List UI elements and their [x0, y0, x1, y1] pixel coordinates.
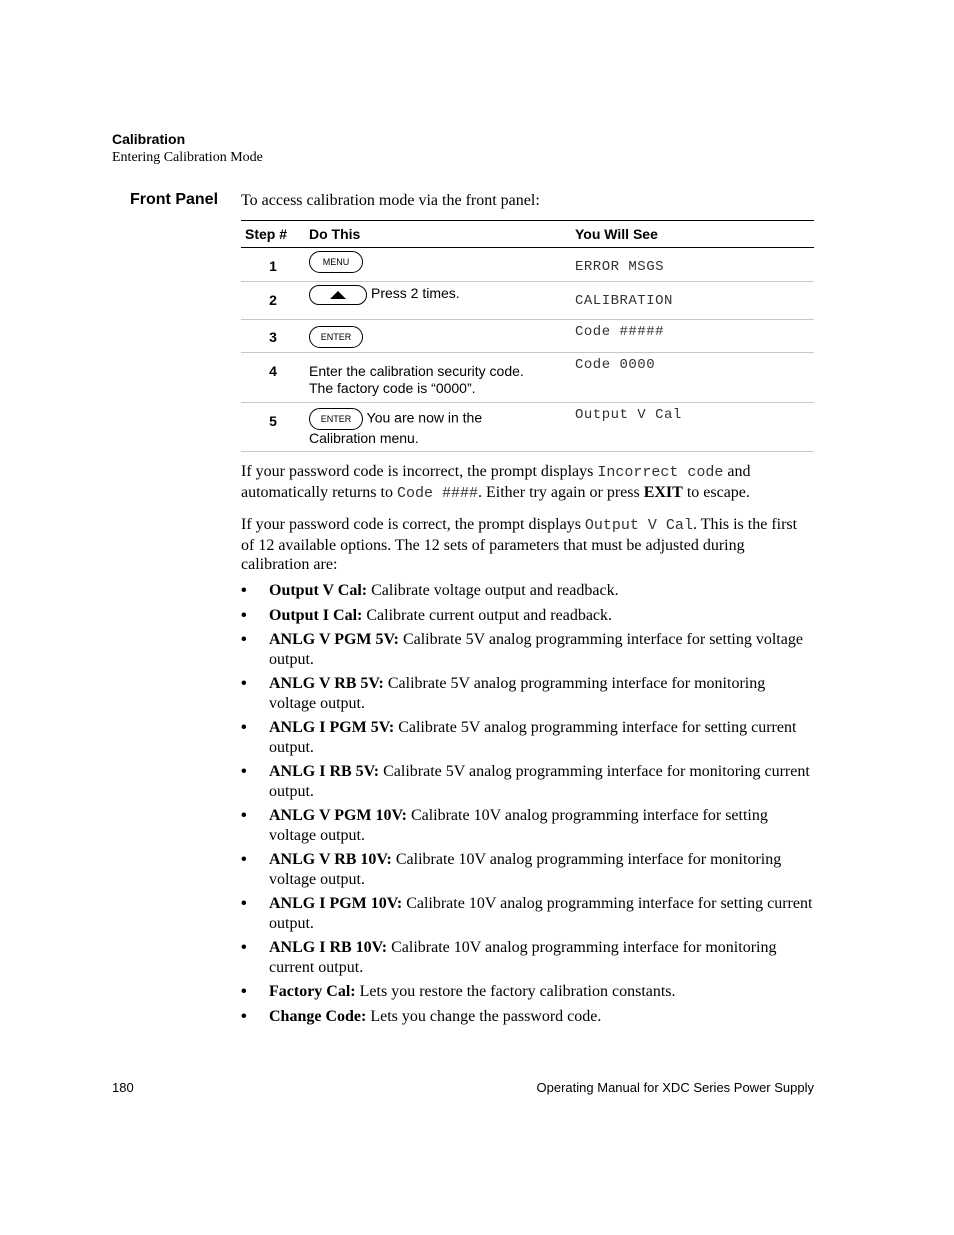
- para-text: . Either try again or press: [477, 483, 644, 501]
- list-item: [241, 894, 814, 933]
- list-item-desc: Lets you change the password code.: [366, 1007, 602, 1025]
- list-item-desc: Calibrate 10V analog programming interface for setting current output.: [269, 895, 813, 932]
- step-action-line: Enter the calibration security code.: [309, 363, 524, 379]
- list-item-term: ANLG I RB 10V:: [269, 939, 388, 956]
- step-number: 2: [241, 282, 305, 320]
- front-panel-heading: Front Panel: [130, 191, 219, 208]
- table-row: [241, 403, 814, 452]
- table-row: [241, 282, 814, 320]
- list-item: [241, 982, 814, 1002]
- list-item-desc: Calibrate 5V analog programming interface for monitoring current output.: [269, 763, 810, 800]
- header-do-this: Do This: [305, 221, 571, 248]
- list-item: [241, 581, 814, 601]
- list-item: [241, 806, 814, 845]
- step-action-line: The factory code is “0000”.: [309, 380, 476, 396]
- para-text: and automatically returns to: [241, 463, 751, 501]
- bullet-icon: •: [241, 582, 247, 599]
- up-arrow-key-icon: [309, 285, 367, 305]
- list-item-desc: Calibrate 10V analog programming interface for setting voltage output.: [269, 807, 768, 844]
- manual-title: Operating Manual for XDC Series Power Supply: [536, 1080, 814, 1095]
- para-text: . This is the first of 12 available options. The 12 sets of parameters that must be adjusted during calibration are:: [241, 516, 798, 573]
- list-item-desc: Calibrate 5V analog programming interface for monitoring voltage output.: [269, 675, 766, 712]
- section-title: Calibration: [112, 131, 186, 147]
- front-panel-intro: To access calibration mode via the front panel:: [241, 192, 540, 209]
- table-row: [241, 248, 814, 282]
- list-item-term: ANLG I PGM 10V:: [269, 895, 403, 912]
- enter-key-icon: ENTER: [309, 408, 363, 430]
- bullet-icon: •: [241, 719, 247, 736]
- list-item: [241, 630, 814, 669]
- step-number: 4: [241, 353, 305, 403]
- incorrect-code-display: Incorrect code: [597, 464, 724, 481]
- list-item-desc: Calibrate current output and readback.: [362, 606, 613, 624]
- header-you-will-see: You Will See: [571, 221, 814, 248]
- header-step: Step #: [241, 221, 305, 248]
- list-item-term: Change Code:: [269, 1007, 367, 1025]
- output-v-cal-display: Output V Cal: [584, 517, 693, 534]
- list-item-term: ANLG V RB 10V:: [269, 851, 392, 868]
- list-item: [241, 674, 814, 713]
- list-item-desc: Calibrate 5V analog programming interface for setting voltage output.: [269, 631, 803, 668]
- enter-key-icon: ENTER: [309, 326, 363, 348]
- list-item: [241, 606, 814, 626]
- up-triangle-icon: [330, 291, 346, 299]
- list-item-term: ANLG V PGM 5V:: [269, 631, 399, 648]
- bullet-icon: •: [241, 895, 247, 912]
- bullet-icon: •: [241, 1007, 247, 1025]
- step-number: 5: [241, 403, 305, 452]
- step-number: 3: [241, 320, 305, 353]
- list-item-desc: Calibrate 5V analog programming interface for setting current output.: [269, 719, 797, 756]
- bullet-icon: •: [241, 983, 247, 1000]
- code-display: Code ####: [396, 484, 478, 502]
- para-text: to escape.: [682, 483, 750, 501]
- exit-key-label: EXIT: [643, 483, 683, 501]
- step-display: Code 0000: [571, 353, 814, 403]
- step-action: [305, 282, 571, 320]
- bullet-icon: •: [241, 939, 247, 956]
- list-item-term: Output V Cal:: [269, 582, 368, 599]
- list-item: [241, 850, 814, 889]
- bullet-icon: •: [241, 807, 247, 824]
- step-action: [305, 353, 571, 403]
- step-display: ERROR MSGS: [571, 248, 814, 282]
- para-text: If your password code is correct, the prompt displays: [241, 516, 585, 533]
- calibration-steps-table: [241, 220, 814, 452]
- bullet-icon: •: [241, 606, 247, 624]
- step-action-text: Press 2 times.: [371, 285, 460, 301]
- list-item-term: ANLG V PGM 10V:: [269, 807, 407, 824]
- para-text: If your password code is incorrect, the prompt displays: [241, 463, 598, 480]
- step-display: CALIBRATION: [571, 282, 814, 320]
- step-number: 1: [241, 248, 305, 282]
- step-action-line: Calibration menu.: [309, 430, 419, 446]
- calibration-parameter-list: [241, 581, 814, 1026]
- list-item-desc: Calibrate 10V analog programming interface for monitoring current output.: [269, 939, 777, 976]
- list-item: [241, 718, 814, 757]
- incorrect-code-paragraph: [241, 462, 814, 503]
- list-item-term: Factory Cal:: [269, 983, 356, 1000]
- bullet-icon: •: [241, 675, 247, 692]
- step-action: [305, 403, 571, 452]
- page-number: 180: [112, 1080, 134, 1095]
- table-header-row: [241, 221, 814, 248]
- step-display: Code #####: [571, 320, 814, 353]
- bullet-icon: •: [241, 631, 247, 648]
- list-item: [241, 938, 814, 977]
- list-item-term: Output I Cal:: [269, 606, 363, 624]
- bullet-icon: •: [241, 851, 247, 868]
- step-action: [305, 320, 571, 353]
- list-item-term: ANLG I RB 5V:: [269, 763, 380, 780]
- list-item: [241, 1007, 814, 1027]
- table-row: [241, 320, 814, 353]
- step-display: Output V Cal: [571, 403, 814, 452]
- list-item: [241, 762, 814, 801]
- menu-key-icon: MENU: [309, 251, 363, 273]
- step-action: [305, 248, 571, 282]
- subsection-title: Entering Calibration Mode: [112, 150, 263, 165]
- list-item-term: ANLG I PGM 5V:: [269, 719, 395, 736]
- list-item-desc: Lets you restore the factory calibration constants.: [355, 983, 676, 1000]
- list-item-desc: Calibrate 10V analog programming interface for monitoring voltage output.: [269, 851, 782, 888]
- list-item-term: ANLG V RB 5V:: [269, 675, 384, 692]
- list-item-desc: Calibrate voltage output and readback.: [367, 582, 619, 599]
- bullet-icon: •: [241, 763, 247, 780]
- step-action-line: You are now in the: [366, 409, 483, 426]
- table-row: [241, 353, 814, 403]
- correct-code-paragraph: [241, 515, 814, 575]
